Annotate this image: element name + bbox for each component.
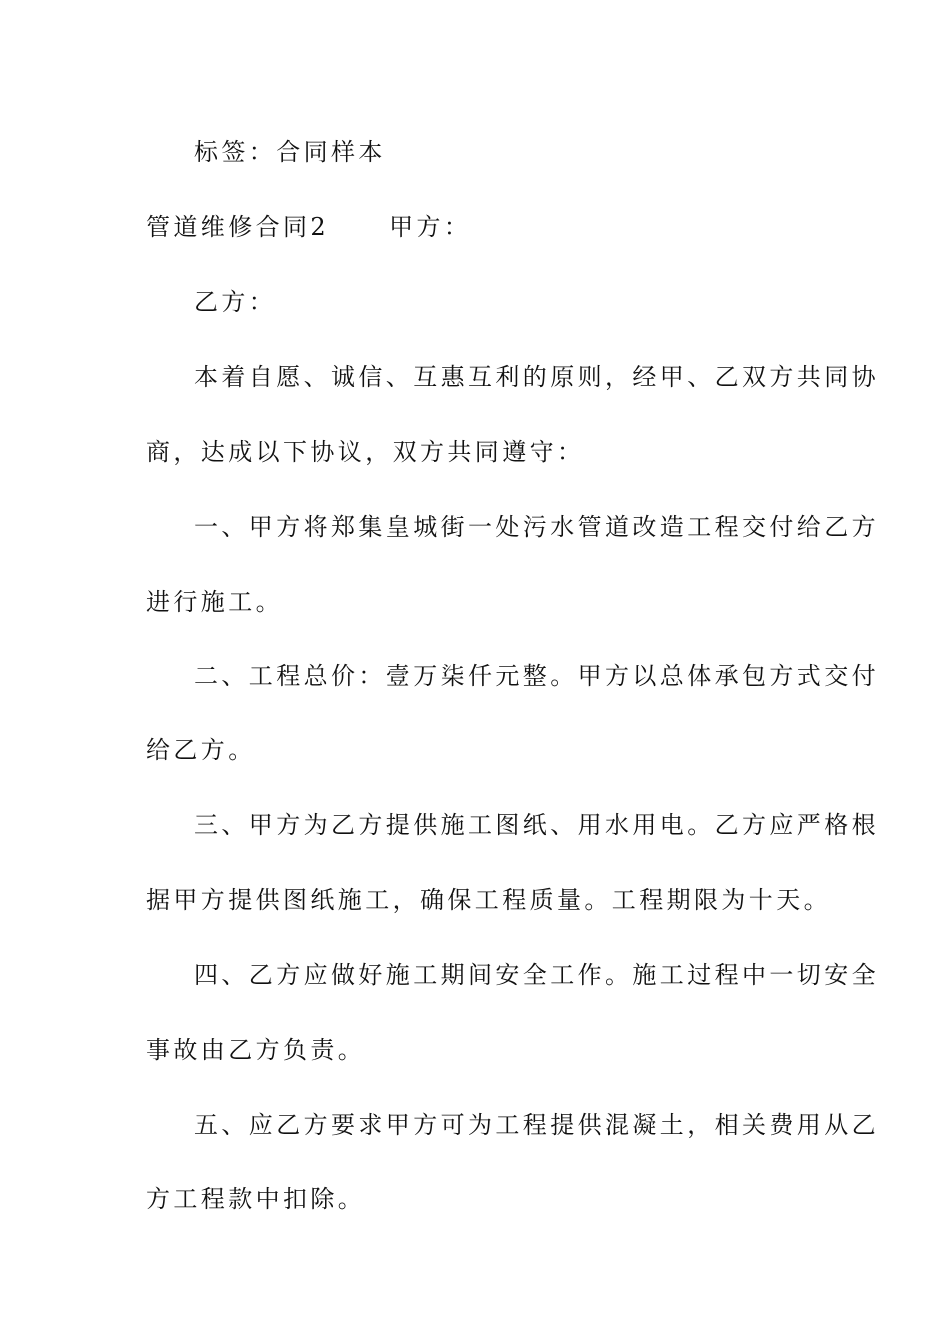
clause-5-line-2: 方工程款中扣除。	[146, 1185, 366, 1213]
clause-4-line-1: 四、乙方应做好施工期间安全工作。施工过程中一切安全	[194, 961, 879, 989]
clause-3-line-2: 据甲方提供图纸施工，确保工程质量。工程期限为十天。	[146, 886, 831, 914]
clause-1-line-2: 进行施工。	[146, 588, 283, 616]
party-b-label: 乙方：	[194, 288, 277, 316]
contract-title: 管道维修合同2	[146, 213, 330, 241]
party-a-label: 甲方：	[389, 213, 472, 241]
clause-2-line-2: 给乙方。	[146, 736, 256, 764]
title-line	[146, 212, 806, 242]
clause-2-line-1: 二、工程总价：壹万柒仟元整。甲方以总体承包方式交付	[194, 662, 879, 690]
clause-1-line-1: 一、甲方将郑集皇城街一处污水管道改造工程交付给乙方	[194, 513, 879, 541]
paragraph-intro-line-2: 商，达成以下协议，双方共同遵守：	[146, 438, 585, 466]
clause-4-line-2: 事故由乙方负责。	[146, 1036, 366, 1064]
clause-3-line-1: 三、甲方为乙方提供施工图纸、用水用电。乙方应严格根	[194, 811, 879, 839]
tag-line: 标签：合同样本	[194, 138, 386, 166]
clause-5-line-1: 五、应乙方要求甲方可为工程提供混凝土，相关费用从乙	[194, 1111, 879, 1139]
paragraph-intro-line-1: 本着自愿、诚信、互惠互利的原则，经甲、乙双方共同协	[194, 363, 879, 391]
